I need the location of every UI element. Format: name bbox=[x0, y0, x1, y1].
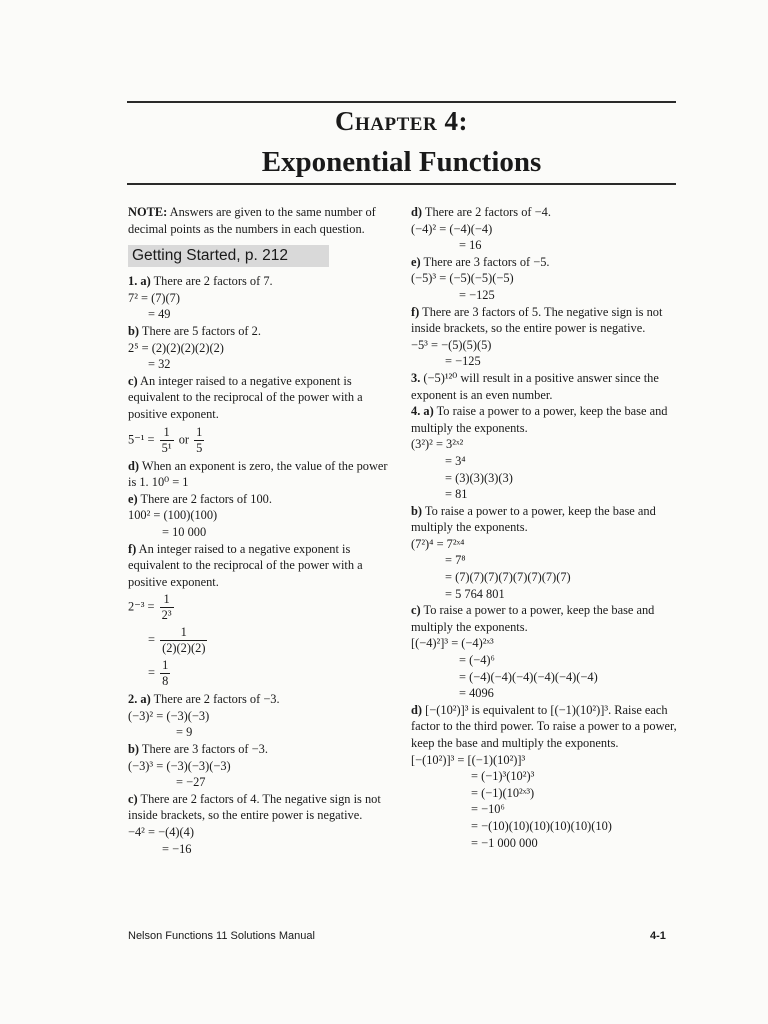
q1a-eq1: 7² = (7)(7) bbox=[128, 290, 180, 305]
q2d-eq2: = 16 bbox=[459, 238, 482, 253]
q2e-eq2: = −125 bbox=[459, 287, 495, 302]
q1a-eq2: = 49 bbox=[148, 307, 171, 322]
q2d-eq1: (−4)² = (−4)(−4) bbox=[411, 221, 493, 236]
q1e-text: e) There are 2 factors of 100. bbox=[128, 491, 272, 506]
right-column bbox=[411, 204, 681, 851]
q2b-eq2: = −27 bbox=[176, 775, 206, 790]
q4a-eq4: = 81 bbox=[445, 487, 468, 502]
q4d-text: d) [−(10²)]³ is equivalent to [(−1)(10²)]³. Raise each factor to the third power. To raise a power to a power, keep the base and multiply the exponents. bbox=[411, 702, 677, 750]
q1e-eq2: = 10 000 bbox=[162, 524, 207, 539]
top-rule bbox=[127, 101, 676, 103]
q2a-eq1: (−3)² = (−3)(−3) bbox=[128, 708, 210, 723]
q1c-text: c) An integer raised to a negative exponent is equivalent to the reciprocal of the power with a positive exponent. bbox=[128, 373, 363, 421]
q4d-eq6: = −1 000 000 bbox=[471, 835, 538, 850]
fraction: $\frac{1}{8}$ bbox=[162, 658, 169, 689]
q4a-eq2: = 3⁴ bbox=[445, 453, 466, 468]
section-heading: Getting Started, p. 212 bbox=[128, 245, 329, 267]
q2c-eq1: −4² = −(4)(4) bbox=[128, 825, 194, 840]
q1d-text: d) When an exponent is zero, the value of the power is 1. 10⁰ = 1 bbox=[128, 458, 388, 490]
q1c-eq: 5⁻¹ = $\frac{1}{\text{5¹}}$ or $\frac{1}{5}$ bbox=[128, 424, 203, 455]
q4b-eq1: (7²)⁴ = 7²ˣ⁴ bbox=[411, 536, 465, 551]
q4c-eq1: [(−4)²]³ = (−4)²ˣ³ bbox=[411, 636, 494, 651]
q1f-eq3: = $\frac{1}{8}$ bbox=[148, 658, 169, 689]
q1b-eq2: = 32 bbox=[148, 357, 171, 372]
q4b-eq3: = (7)(7)(7)(7)(7)(7)(7)(7) bbox=[445, 570, 571, 585]
fraction: $\frac{1}{5}$ bbox=[196, 424, 203, 455]
q2e-eq1: (−5)³ = (−5)(−5)(−5) bbox=[411, 271, 514, 286]
left-column bbox=[128, 204, 398, 857]
q2d-text: d) There are 2 factors of −4. bbox=[411, 205, 551, 219]
fraction: $\frac{1}{(2)(2)(2)}$ bbox=[162, 625, 206, 656]
q1b-text: b) There are 5 factors of 2. bbox=[128, 323, 261, 338]
q3-text: 3. (−5)¹²⁰ will result in a positive answer since the exponent is an even number. bbox=[411, 370, 659, 402]
q4a-eq1: (3²)² = 3²ˣ² bbox=[411, 437, 464, 452]
bottom-rule bbox=[127, 183, 676, 185]
q1b-eq1: 2⁵ = (2)(2)(2)(2)(2) bbox=[128, 340, 224, 355]
q2c-eq2: = −16 bbox=[162, 841, 192, 856]
q1a-text: 1. a) There are 2 factors of 7. bbox=[128, 274, 273, 289]
page-number: 4-1 bbox=[650, 930, 666, 942]
q4d-eq2: = (−1)³(10²)³ bbox=[471, 769, 535, 784]
chapter-title: Exponential Functions bbox=[261, 146, 542, 178]
q4c-eq2: = (−4)⁶ bbox=[459, 653, 495, 668]
q4a-eq3: = (3)(3)(3)(3) bbox=[445, 470, 513, 485]
q4c-eq4: = 4096 bbox=[459, 686, 494, 701]
q1f-eq2: = $\frac{1}{(2)(2)(2)}$ bbox=[148, 625, 206, 656]
q2f-eq1: −5³ = −(5)(5)(5) bbox=[411, 337, 492, 352]
q1f-text: f) An integer raised to a negative exponent is equivalent to the reciprocal of the power with a positive exponent. bbox=[128, 541, 363, 589]
q1e-eq1: 100² = (100)(100) bbox=[128, 508, 218, 523]
q2b-text: b) There are 3 factors of −3. bbox=[128, 742, 268, 757]
q4c-eq3: = (−4)(−4)(−4)(−4)(−4)(−4) bbox=[459, 669, 598, 684]
q4d-eq5: = −(10)(10)(10)(10)(10)(10) bbox=[471, 818, 612, 833]
q2e-text: e) There are 3 factors of −5. bbox=[411, 254, 550, 269]
fraction: $\frac{1}{\text{5¹}}$ bbox=[161, 424, 172, 455]
q4a-text: 4. a) To raise a power to a power, keep the base and multiply the exponents. bbox=[411, 404, 668, 435]
q4b-eq2: = 7⁸ bbox=[445, 553, 466, 568]
q1f-eq1: 2⁻³ = $\frac{1}{\text{2³}}$ bbox=[128, 592, 172, 623]
q2f-eq2: = −125 bbox=[445, 354, 481, 369]
q4b-text: b) To raise a power to a power, keep the base and multiply the exponents. bbox=[411, 503, 656, 535]
q2b-eq1: (−3)³ = (−3)(−3)(−3) bbox=[128, 758, 231, 773]
note-paragraph: NOTE: Answers are given to the same number of decimal points as the numbers in each question. bbox=[128, 205, 376, 236]
footer-book-title: Nelson Functions 11 Solutions Manual bbox=[128, 930, 315, 942]
fraction: $\frac{1}{\text{2³}}$ bbox=[161, 592, 172, 623]
q4c-text: c) To raise a power to a power, keep the base and multiply the exponents. bbox=[411, 603, 655, 634]
q2f-text: f) There are 3 factors of 5. The negative sign is not inside brackets, so the entire power is negative. bbox=[411, 304, 663, 336]
q4d-eq3: = (−1)(10²ˣ³) bbox=[471, 785, 535, 800]
chapter-label: Chapter 4: bbox=[335, 106, 468, 136]
q2c-text: c) There are 2 factors of 4. The negative sign is not inside brackets, so the entire power is negative. bbox=[128, 791, 381, 823]
q4b-eq4: = 5 764 801 bbox=[445, 586, 505, 601]
q4d-eq4: = −10⁶ bbox=[471, 802, 505, 817]
q4d-eq1: [−(10²)]³ = [(−1)(10²)]³ bbox=[411, 752, 526, 767]
q2a-text: 2. a) There are 2 factors of −3. bbox=[128, 692, 280, 707]
q2a-eq2: = 9 bbox=[176, 725, 193, 740]
